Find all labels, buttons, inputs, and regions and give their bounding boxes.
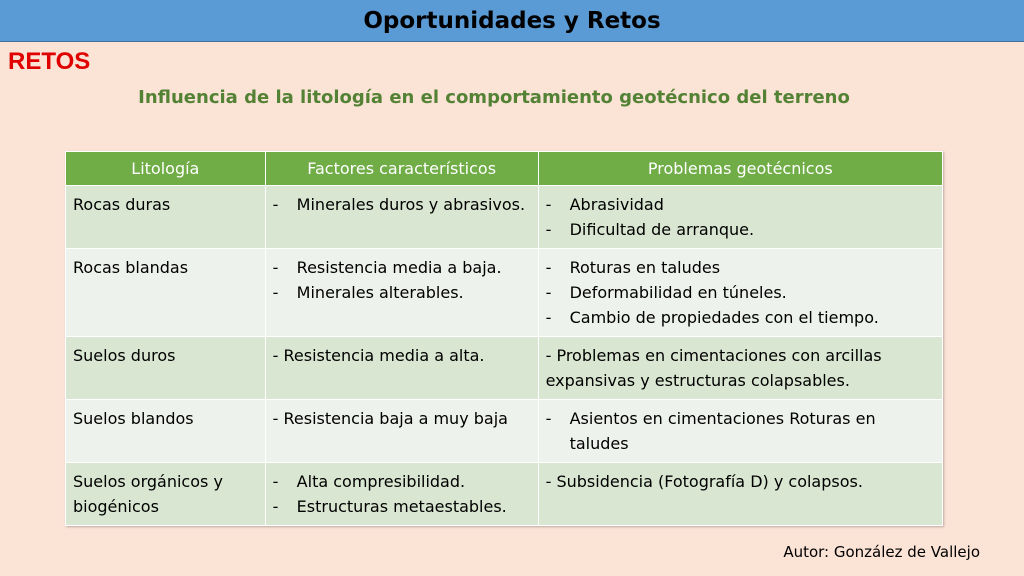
- list-item: - Estructuras metaestables.: [272, 497, 507, 516]
- litologia-cell: Suelos orgánicos y biogénicos: [66, 463, 266, 526]
- slide-title: Oportunidades y Retos: [363, 7, 661, 34]
- lithology-table: [65, 151, 943, 526]
- litologia-cell: Suelos duros: [66, 337, 266, 400]
- list-item: - Dificultad de arranque.: [545, 220, 755, 239]
- author-credit: Autor: González de Vallejo: [783, 543, 980, 561]
- list-item: - Deformabilidad en túneles.: [545, 283, 787, 302]
- problemas-cell: [538, 400, 942, 463]
- litologia-cell: Suelos blandos: [66, 400, 266, 463]
- list-item: - Roturas en taludes: [545, 258, 721, 277]
- factores-cell: [265, 186, 538, 249]
- problemas-cell: - Problemas en cimentaciones con arcillas expansivas y estructuras colapsables.: [538, 337, 942, 400]
- slide-subtitle: Influencia de la litología en el comportamiento geotécnico del terreno: [138, 87, 850, 108]
- list-item: - Cambio de propiedades con el tiempo.: [545, 308, 879, 327]
- header-factores: Factores característicos: [265, 152, 538, 186]
- problemas-cell: [538, 186, 942, 249]
- problemas-cell: - Subsidencia (Fotografía D) y colapsos.: [538, 463, 942, 526]
- list-item: - Asientos en cimentaciones Roturas en taludes: [545, 409, 876, 453]
- factores-cell: [265, 463, 538, 526]
- litologia-cell: Rocas blandas: [66, 249, 266, 337]
- list-item: - Minerales alterables.: [272, 283, 464, 302]
- problemas-cell: [538, 249, 942, 337]
- section-label: RETOS: [8, 48, 91, 75]
- table-row: [66, 186, 943, 249]
- factores-cell: [265, 249, 538, 337]
- factores-cell: - Resistencia baja a muy baja: [265, 400, 538, 463]
- table-row: [66, 463, 943, 526]
- factores-cell: - Resistencia media a alta.: [265, 337, 538, 400]
- list-item: - Alta compresibilidad.: [272, 472, 466, 491]
- litologia-cell: Rocas duras: [66, 186, 266, 249]
- table-row: [66, 400, 943, 463]
- header-litologia: Litología: [66, 152, 266, 186]
- table-header-row: [66, 152, 943, 186]
- header-problemas: Problemas geotécnicos: [538, 152, 942, 186]
- title-bar: [0, 0, 1024, 42]
- list-item: - Minerales duros y abrasivos.: [272, 195, 526, 214]
- list-item: - Abrasividad: [545, 195, 664, 214]
- table-row: [66, 337, 943, 400]
- table-row: [66, 249, 943, 337]
- list-item: - Resistencia media a baja.: [272, 258, 502, 277]
